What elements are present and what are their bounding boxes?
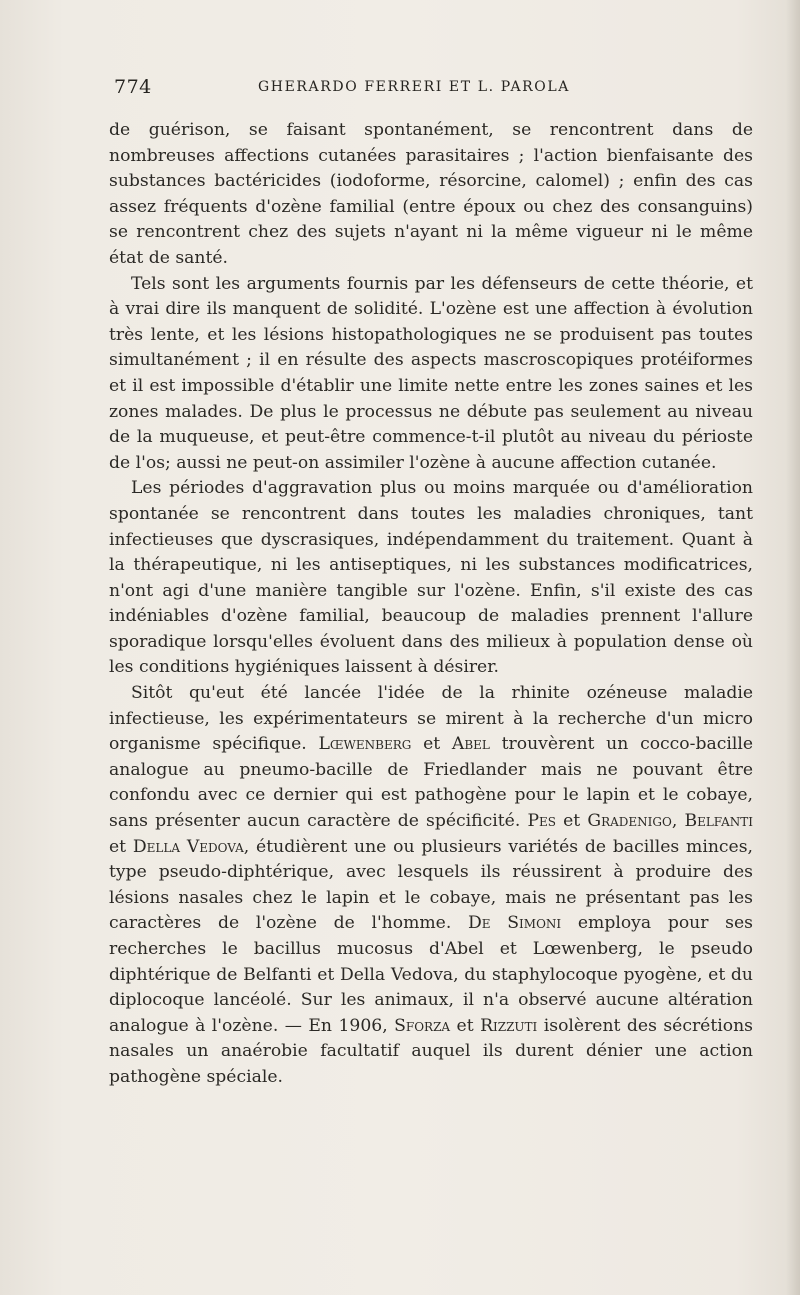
paragraph-4-text: et	[109, 836, 133, 857]
page-edge-shadow	[786, 0, 800, 1295]
paragraph-4-text: employa pour ses recherches le bacillus mucosus d'Abel et Lœwenberg, le pseudo diphtérique de Belfanti et Della Vedova, du staphylocoque pyogène, et du diplocoque lancéolé. Sur les animaux, il n'a observé aucune altération analogue à l'ozène. — En 1906,	[109, 913, 753, 1036]
body-text	[109, 118, 753, 1091]
author-name: Belfanti	[684, 811, 753, 832]
running-head: GHERARDO FERRERI ET L. PAROLA	[258, 79, 570, 95]
page-header	[114, 76, 754, 102]
paragraph-4	[109, 681, 753, 1091]
paragraph-4-text: ,	[671, 811, 685, 832]
paragraph-1: de guérison, se faisant spontanément, se rencontrent dans de nombreuses affections cutanées parasitaires ; l'action bienfaisante des substances bactéricides (iodoforme, résorcine, calomel) ; enfin des cas assez fréquents d'ozène familial (entre époux ou chez des consanguins) se rencontrent chez des sujets n'ayant ni la même vigueur ni le même état de santé.	[109, 120, 753, 268]
author-name: Della Vedova	[132, 836, 244, 857]
page-number: 774	[114, 76, 152, 98]
paragraph-4-text: trouvèrent un cocco-bacille analogue au pneumo-bacille de Friedlander mais ne pouvant être confondu avec ce dernier qui est pathogène pour le lapin et le cobaye, sans présenter aucun caractère de spécificité.	[109, 734, 753, 832]
author-name: Lœwenberg	[318, 734, 412, 755]
paragraph-4-text: isolèrent des sécrétions nasales un anaérobie facultatif auquel ils durent dénier une action pathogène spéciale.	[109, 1015, 753, 1087]
paragraph-4-text: et	[411, 734, 452, 755]
author-name: Pes	[527, 811, 556, 832]
author-name: Rizzuti	[480, 1015, 538, 1036]
paragraph-4-text: et	[555, 811, 588, 832]
paragraph-2: Tels sont les arguments fournis par les défenseurs de cette théorie, et à vrai dire ils manquent de solidité. L'ozène est une affection à évolution très lente, et les lésions histopathologiques ne se produisent pas toutes simultanément ; il en résulte des aspects mascroscopiques protéiformes et il est impossible d'établir une limite nette entre les zones saines et les zones malades. De plus le processus ne débute pas seulement au niveau de la muqueuse, et peut-être commence-t-il plutôt au niveau du périoste de l'os; aussi ne peut-on assimiler l'ozène à aucune affection cutanée.	[109, 273, 753, 473]
author-name: De Simoni	[468, 913, 562, 934]
paragraph-4-text: et	[450, 1015, 481, 1036]
paragraph-4-text: Sitôt qu'eut été lancée l'idée de la rhinite ozéneuse maladie infectieuse, les expérimentateurs se mirent à la recherche d'un micro organisme spécifique.	[109, 683, 753, 755]
paragraph-3: Les périodes d'aggravation plus ou moins marquée ou d'amélioration spontanée se rencontrent dans toutes les maladies chroniques, tant infectieuses que dyscrasiques, indépendamment du traitement. Quant à la thérapeutique, ni les antiseptiques, ni les substances modificatrices, n'ont agi d'une manière tangible sur l'ozène. Enfin, s'il existe des cas indéniables d'ozène familial, beaucoup de maladies prennent l'allure sporadique lorsqu'elles évoluent dans des milieux à population dense où les conditions hygiéniques laissent à désirer.	[109, 478, 753, 678]
author-name: Sforza	[394, 1015, 451, 1036]
paragraph-4-text: , étudièrent une ou plusieurs variétés de bacilles minces, type pseudo-diphtérique, avec lesquels ils réussirent à produire des lésions nasales chez le lapin et le cobaye, mais ne présentant pas les caractères de l'ozène de l'homme.	[109, 836, 753, 934]
author-name: Gradenigo	[587, 811, 672, 832]
author-name: Abel	[451, 734, 490, 755]
